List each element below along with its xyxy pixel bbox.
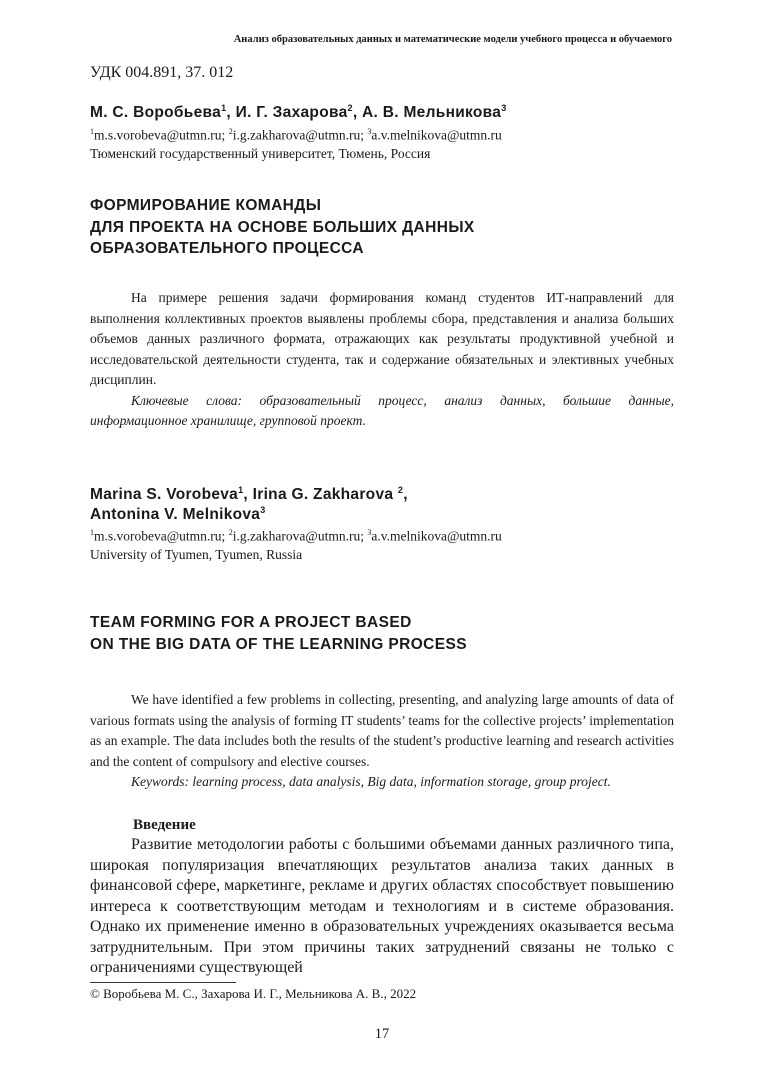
ru-authors: М. С. Воробьева$^1$, И. Г. Захарова$^2$, А. В. Мельникова$^3$ <box>90 103 507 122</box>
en-affiliation: University of Tyumen, Tyumen, Russia <box>90 547 303 562</box>
email-sup: 1 <box>90 528 94 537</box>
ru-author-sup: 1 <box>221 103 227 113</box>
email-sup: 2 <box>228 528 233 537</box>
email-link[interactable]: m.s.vorobeva@utmn.ru <box>94 127 222 143</box>
en-author-name: Antonina V. Melnikova <box>90 506 261 524</box>
ru-abstract <box>90 288 674 432</box>
en-title <box>90 612 467 655</box>
en-author-name: Marina S. Vorobeva <box>90 486 239 504</box>
email-link[interactable]: m.s.vorobeva@utmn.ru <box>94 528 222 544</box>
email-sup: 3 <box>367 127 372 136</box>
email-sup: 2 <box>228 127 233 136</box>
ru-author-sup: 3 <box>501 103 507 113</box>
en-author-sup: 2 <box>397 485 404 495</box>
en-authors-line1: Marina S. Vorobeva$^1$, Irina G. Zakharova $^2$, <box>90 485 408 504</box>
ru-title-line: ДЛЯ ПРОЕКТА НА ОСНОВЕ БОЛЬШИХ ДАННЫХ <box>90 218 475 236</box>
ru-title-line: ОБРАЗОВАТЕЛЬНОГО ПРОЦЕССА <box>90 240 364 257</box>
email-link[interactable]: a.v.melnikova@utmn.ru <box>371 127 502 143</box>
email-link[interactable]: i.g.zakharova@utmn.ru <box>232 528 361 544</box>
en-emails: $^1$m.s.vorobeva@utmn.ru; $^2$i.g.zakharova@utmn.ru; $^3$a.v.melnikova@utmn.ru <box>90 528 502 544</box>
en-title-line: TEAM FORMING FOR A PROJECT BASED <box>90 614 412 631</box>
copyright-footnote: © Воробьева М. С., Захарова И. Г., Мельникова А. В., 2022 <box>90 986 417 1001</box>
ru-title-line: ФОРМИРОВАНИЕ КОМАНДЫ <box>90 197 322 214</box>
page-number: 17 <box>374 1026 390 1042</box>
ru-author-name: М. С. Воробьева <box>90 104 222 122</box>
en-abstract-text: We have identified a few problems in collecting, presenting, and analyzing large amounts of data of various formats using the analysis of forming IT students’ teams for the collective projects’ implementation as an example. The data includes both the results of the student’s productive learning and research activities and the content of compulsory and elective courses. <box>90 692 674 769</box>
email-sup: 3 <box>367 528 372 537</box>
en-author-name: Irina G. Zakharova <box>252 486 394 504</box>
email-sup: 1 <box>90 127 94 136</box>
ru-emails: $^1$m.s.vorobeva@utmn.ru; $^2$i.g.zakharova@utmn.ru; $^3$a.v.melnikova@utmn.ru <box>90 127 502 143</box>
email-link[interactable]: a.v.melnikova@utmn.ru <box>371 528 502 544</box>
intro-paragraph: Развитие методологии работы с большими объемами данных различного типа, широкая популяризация впечатляющих результатов анализа таких данных в финансовой сфере, маркетинге, рекламе и других областях способствует повышению интереса к соответствующим методам и технологиям и в системе образования. Однако их применение именно в образовательных учреждениях оказывается весьма затруднительным. При этом причины таких затруднений связаны не только с ограничениями существующей <box>90 836 674 976</box>
ru-keywords: Ключевые слова: образовательный процесс, анализ данных, большие данные, информационное хранилище, групповой проект. <box>90 392 674 428</box>
running-head: Анализ образовательных данных и математические модели учебного процесса и обучаемого <box>233 34 672 45</box>
ru-affiliation: Тюменский государственный университет, Тюмень, Россия <box>90 146 431 161</box>
section-heading: Введение <box>133 817 196 833</box>
email-link[interactable]: i.g.zakharova@utmn.ru <box>232 127 361 143</box>
ru-author-name: А. В. Мельникова <box>362 104 502 122</box>
en-title-line: ON THE BIG DATA OF THE LEARNING PROCESS <box>90 635 467 653</box>
en-keywords: Keywords: learning process, data analysis, Big data, information storage, group project. <box>131 774 611 789</box>
body-text <box>90 835 674 979</box>
ru-author-name: И. Г. Захарова <box>235 104 348 122</box>
en-abstract <box>90 690 674 793</box>
en-authors-line2 <box>90 505 266 524</box>
footnote-rule <box>90 982 236 983</box>
ru-author-sup: 2 <box>347 103 353 113</box>
en-author-sup: 3 <box>260 505 266 515</box>
udk-code: УДК 004.891, 37. 012 <box>90 64 234 81</box>
en-author-sup: 1 <box>238 485 244 495</box>
ru-title <box>90 195 475 260</box>
ru-abstract-text: На примере решения задачи формирования команд студентов ИТ-направлений для выполнения коллективных проектов выявлены проблемы сбора, представления и анализа больших объемов данных различного формата, отражающих как результаты продуктивной учебной и исследовательской деятельности студента, так и содержание обязательных и элективных учебных дисциплин. <box>90 290 674 387</box>
